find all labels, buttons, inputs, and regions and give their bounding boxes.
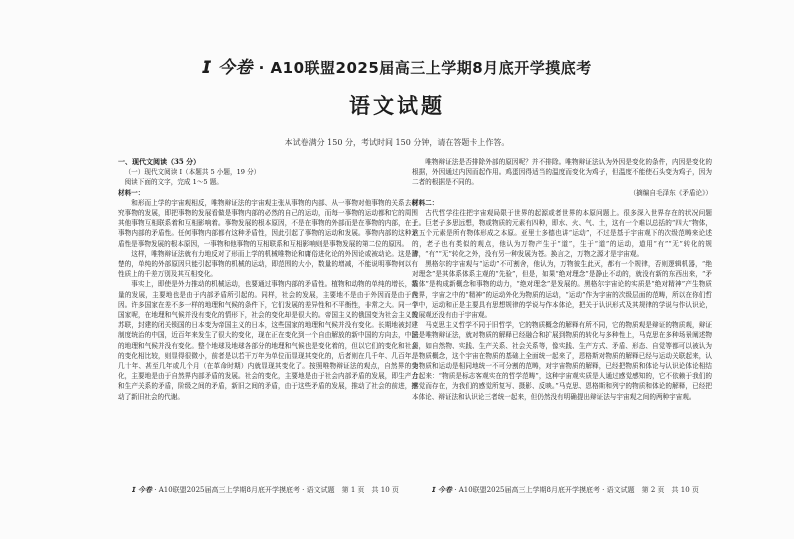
section-heading: 一、现代文阅读（35 分） [118,157,201,166]
footer-logo: 𝙄 今卷 [132,485,153,494]
material-label: 材料二： [412,198,439,207]
page-title: 语文试题 [349,93,445,118]
footer-text: · A10联盟2025届高三上学期8月底开学摸底考 · 语文试题 第 1 页 共 10 页 [154,486,399,494]
paragraph: 和形而上学的宇宙观相反，唯物辩证法的宇宙观主张从事物的内部、从一事物对他事物的关系去研究事物的发展，即把事物的发展看做是事物内部的必然的自己的运动，而每一事物的运动都和它的周围其他事物互相联系着和互相影响着。事物发展的根本原因，不是在事物的外部而是在事物的内部，在于事物内部的矛盾性。任何事物内部都有这种矛盾性，因此引起了事物的运动和发展。事物内部的这种矛盾性是事物发展的根本原因，一事物和他事物的互相联系和互相影响则是事物发展的第二位的原因。 [118,198,418,248]
paragraph: 马克思主义哲学不同于旧哲学，它的物质概念的解释有所不同，它的物质观是辩证的物质观，辩证法是唯物辩证法，就对物质的解释已经融合和扩展到物质的转化与多种性上，马克思在多种场景阐述物质，如自然物、实践、生产关系、社会关系等，像实践、生产方式、矛盾、形态、自觉等都可以被认为是物质概念，这个宇宙在物质的基础上全面统一起来了，恩格斯对物质的解释已经与运动关联起来，认为物质和运动是相同地统一不可分割的范畴，对宇宙物质的解释，已经把物质和体论与认识论体论相结合起来：“物质是标志客观实在的哲学范畴”，这种宇宙观实质是人通过感觉感知的，它不依赖于我们的感觉而存在，为我们的感觉所复写、摄影、反映。”马克思、恩格斯和列宁的物质和体论的解释，已经把本体论、辩证法和认识论三者统一起来，但仍然没有明确提出辩证法与宇宙观之间的两种宇宙观。 [412,321,712,401]
page-footer-2 [432,485,699,495]
paragraph: 古代哲学往往把宇宙观局限于世界的起源或者世界的本原问题上。很多深入世界存在的状况问题上。巨老子多思远想，物或物质的元素有四种，即水、火、气、土，这有一个难以总括的“四大”物体，这五个元素是所有物体形成之本原。亚里士多德也讲“运动”，不过是基于宇宙观下的次级范畴来论述的，老子也有类似的观点，他认为万物产生于“道”，生于“道”的运动，道用“有”“无”转化的规律，“有”“无”转化之外，没有另一种发展为苍。换言之，万物之源才是宇宙观。 [412,209,712,258]
right-column [412,157,712,483]
paragraph: 这样，唯物辩证法就有力地反对了形而上学的机械唯物论和庸俗进化论的外因论或被动论。这是清楚的，单纯的外部原因只能引起事物的机械的运动，即范围的大小，数量的增减，不能说明事物何以有性质上的千差万别及其互相变化。 [118,249,418,279]
exam-header [0,53,794,78]
paragraph: 黑格尔的宇宙观与“运动”不可割舍，他认为，万物彼生此灭，都有一个规律，否则逻辑机器，“绝对理念”是其体系体系主观的“先验”，但是，如果“绝对理念”是静止不动的，就没有新的东西出来，“矛盾体”是构成新概念和事物的动力，“绝对理念”是发展的。黑格尔宇宙论的实质是“绝对精神”产生物质世界，宇宙之中的“精神”的运动外化为物质的运动，“运动”作为宇宙的次级层面的范畴，所以在你们哲学中，运动和正是主要具有思想规律的学说与作本体论，把关于认识形式及其规律的学说与作认识论，发展观还没有由于宇宙观。 [412,260,712,320]
paragraph: 唯物辩证法是否排除外部的原因呢？并不排除。唯物辩证法认为外因是变化的条件，内因是变化的根据，外因通过内因而起作用。鸡蛋因得适当的温度而变化为鸡子，但温度不能使石头变为鸡子，因为二者的根据是不同的。 [412,158,712,187]
page-footer-1 [132,485,399,495]
subsection-heading: （一）现代文阅读 I（本题共 5 小题，19 分） [124,168,261,177]
material-label: 材料一： [118,188,145,197]
left-column [118,157,418,472]
exam-name: · A10联盟2025届高三上学期8月底开学摸底考 [258,59,592,77]
footer-text: · A10联盟2025届高三上学期8月底开学摸底考 · 语文试题 第 2 页 共 10 页 [454,486,699,494]
direction-text: 阅读下面的文字，完成 1～5 题。 [124,178,223,187]
brand-logo: 𝙄 今卷 [202,58,253,78]
instructions: 本试卷满分 150 分，考试时间 150 分钟，请在答题卡上作答。 [284,138,510,147]
footer-logo: 𝙄 今卷 [432,485,453,494]
source-citation: （摘编自毛泽东《矛盾论》） [629,188,712,197]
paragraph: 事实上，即使是外力推动的机械运动，也要通过事物内部的矛盾性。植物和动物的单纯的增长，数量的发展，主要地也是由于内部矛盾所引起的。同样，社会的发展，主要地不是由于外因而是由于内因。许多国家在差不多一样的地理和气候的条件下，它们发展的差异性和不平衡性，非常之大。同一个国家呢，在地理和气候并没有变化的情形下，社会的变化却是很大的。帝国主义的俄国变为社会主义的苏联，封建的闭关锁国的日本变为帝国主义的日本，这些国家的地理和气候并没有变化。长期地被封建制度统治的中国，近百年来发生了很大的变化，现在正在变化到一个自由解放的新中国的方向去，中国的地理和气候并没有变化。整个地球及地球各部分的地理和气候也是变化着的，但以它们的变化和社会的变化相比较，则显得很微小，前者是以若干万年为单位而显现其变化的，后者则在几千年、几百年、几十年、甚至几年或几个月（在革命时期）内就显现其变化了。按照唯物辩证法的观点，自然界的变化，主要地是由于自然界内部矛盾的发展。社会的变化，主要地是由于社会内部矛盾的发展，即生产力和生产关系的矛盾，阶级之间的矛盾，新旧之间的矛盾，由于这些矛盾的发展，推动了社会的前进，推动了新旧社会的代谢。 [118,280,418,401]
